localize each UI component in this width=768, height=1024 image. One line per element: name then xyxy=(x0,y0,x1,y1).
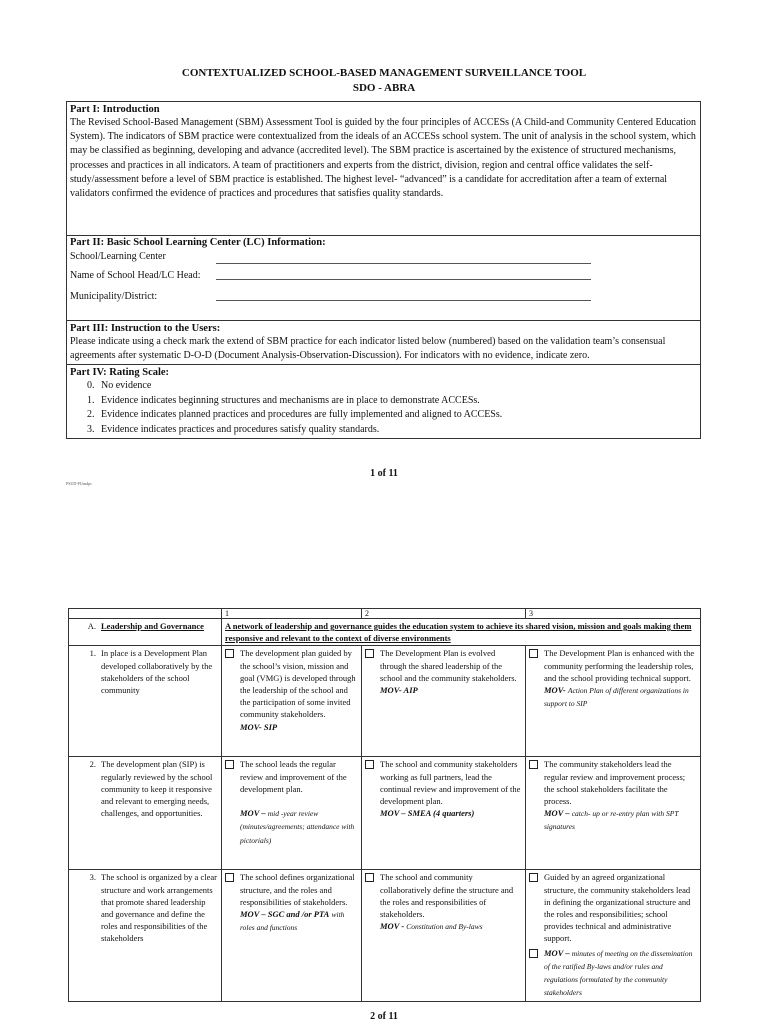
checkbox-2-3[interactable] xyxy=(529,760,538,769)
section-header-row xyxy=(69,619,701,646)
checkbox-1-3[interactable] xyxy=(529,649,538,658)
head-field-label: Name of School Head/LC Head: xyxy=(70,270,201,281)
district-field[interactable] xyxy=(67,286,700,307)
indicator-text: The development plan (SIP) is regularly reviewed by the school community to keep it responsive and relevant to emerging needs, challenges, and opportunities. xyxy=(101,759,213,819)
footer-code: PSUD-PUnsdpc xyxy=(66,481,93,486)
indicator-text: The school is organized by a clear structure and work arrangements that promote shared leadership and governance and define the roles and responsibilities of the stakeholders xyxy=(101,872,217,944)
rating-scale-list xyxy=(67,379,700,437)
checkbox-3-3-mov[interactable] xyxy=(529,949,538,958)
section-name: Leadership and Governance xyxy=(101,621,204,631)
part3-box xyxy=(66,320,701,365)
checkbox-1-2[interactable] xyxy=(365,649,374,658)
checkbox-2-2[interactable] xyxy=(365,760,374,769)
col-num-1: 1 xyxy=(222,609,362,619)
part3-heading: Part III: Instruction to the Users: xyxy=(70,323,221,334)
rating-item-0: 0. No evidence xyxy=(87,380,152,391)
checkbox-2-1[interactable] xyxy=(225,760,234,769)
checkbox-3-2[interactable] xyxy=(365,873,374,882)
document-subtitle: SDO - ABRA xyxy=(352,82,416,94)
head-field[interactable] xyxy=(67,265,700,286)
school-field-line[interactable] xyxy=(216,251,591,264)
checkbox-3-1[interactable] xyxy=(225,873,234,882)
document-title: CONTEXTUALIZED SCHOOL-BASED MANAGEMENT SURVEILLANCE TOOL xyxy=(181,67,587,79)
page-number-2: 2 of 11 xyxy=(370,1011,398,1022)
part2-heading: Part II: Basic School Learning Center (LC) Information: xyxy=(70,237,326,248)
col-num-2: 2 xyxy=(362,609,526,619)
district-field-line[interactable] xyxy=(216,288,591,301)
indicator-text: In place is a Development Plan developed collaboratively by the stakeholders of the school community xyxy=(101,648,213,696)
part4-heading: Part IV: Rating Scale: xyxy=(70,367,170,378)
part1-body: The Revised School-Based Management (SBM) Assessment Tool is guided by the four principles of ACCESs (A Child-and Community Centered Education System). The indicators of SBM practice were contextualized from the ideals of an ACCESs school system. The unit of analysis in the school system, which may be classified as beginning, developing and advance (accredited level). The SBM practice is ascertained by the existence of structured mechanisms, processes and practices in all indicators. A team of practitioners and experts from the district, division, region and central office validates the self-study/assessment before a level of SBM practice is established. The highest level- “advanced” is a candidate for accreditation after a team of external validators confirmed the evidence of practices and procedures that satisfies quality standards. xyxy=(70,117,696,200)
leadership-table xyxy=(68,608,701,1002)
checkbox-3-3[interactable] xyxy=(529,873,538,882)
table-row: 2. The development plan (SIP) is regularly reviewed by the school community to keep it responsive and relevant to emerging needs, challenges, and opportunities. The school leads the regular review and improvement of the development plan. MOV – mid -year review (minutes/agreements; attendance with pictorials) The school and community stakeholders working as full partners, lead the continual review and improvement of the development plan. MOV – SMEA (4 quarters) The community stakeholders lead the regular review and improvement process; the school stakeholders facilitate the process. MOV – catch- up or re-entry plan with SPT signatures xyxy=(69,757,701,870)
checkbox-1-1[interactable] xyxy=(225,649,234,658)
part4-box xyxy=(66,364,701,439)
part1-heading: Part I: Introduction xyxy=(70,104,160,115)
part1-box xyxy=(66,101,701,236)
part3-body: Please indicate using a check mark the extend of SBM practice for each indicator listed below (numbered) based on the validation team’s consensual agreements after systematic D-O-D (Document Analysis-Observation-Discussion). For indicators with no evidence, indicate zero. xyxy=(70,336,666,362)
page-number-1: 1 of 11 xyxy=(370,468,398,479)
table-row: 1. In place is a Development Plan developed collaboratively by the stakeholders of the school community The development plan guided by the school’s vision, mission and goal (VMG) is developed through the leadership of the school and the participation of some invited community stakeholders. MOV- SIP The Development Plan is evolved through the shared leadership of the school and the community stakeholders. MOV- AIP The Development Plan is enhanced with the community performing the leadership roles, and the school providing technical support. MOV- Action Plan of different organizations in support to SIP xyxy=(69,646,701,757)
rating-item-3: 3. Evidence indicates practices and procedures satisfy quality standards. xyxy=(87,423,380,435)
district-field-label: Municipality/District: xyxy=(70,291,158,302)
school-field[interactable] xyxy=(67,249,700,265)
column-number-row xyxy=(69,609,701,619)
section-description: A network of leadership and governance guides the education system to achieve its shared vision, mission and goals making them responsive and relevant to the context of diverse environments xyxy=(225,621,692,644)
section-letter: A. xyxy=(87,621,96,631)
rating-item-1: 1. Evidence indicates beginning structures and mechanisms are in place to demonstrate ACCESs. xyxy=(87,394,480,406)
rating-item-2: 2. Evidence indicates planned practices and procedures are fully implemented and aligned to ACCESs. xyxy=(87,409,503,420)
head-field-line[interactable] xyxy=(216,267,591,280)
table-row: 3. The school is organized by a clear structure and work arrangements that promote shared leadership and governance and define the roles and responsibilities of the stakeholders The school defines organizational structure, and the roles and responsibilities of stakeholders. MOV – SGC and /or PTA with roles and functions The school and community collaboratively define the structure and the roles and responsibilities of stakeholders. MOV - Constitution and By-laws Guided by an agreed organizational structure, the community stakeholders lead in defining the organizational structure and the roles and responsibilities; school provides technical and administrative support. MOV – minutes of meeting on the dissemination of the ratified By-laws and/or rules and regulations formulated by the community stakeholders xyxy=(69,870,701,1002)
col-num-3: 3 xyxy=(526,609,701,619)
part2-box xyxy=(66,235,701,321)
school-field-label: School/Learning Center xyxy=(70,251,166,262)
